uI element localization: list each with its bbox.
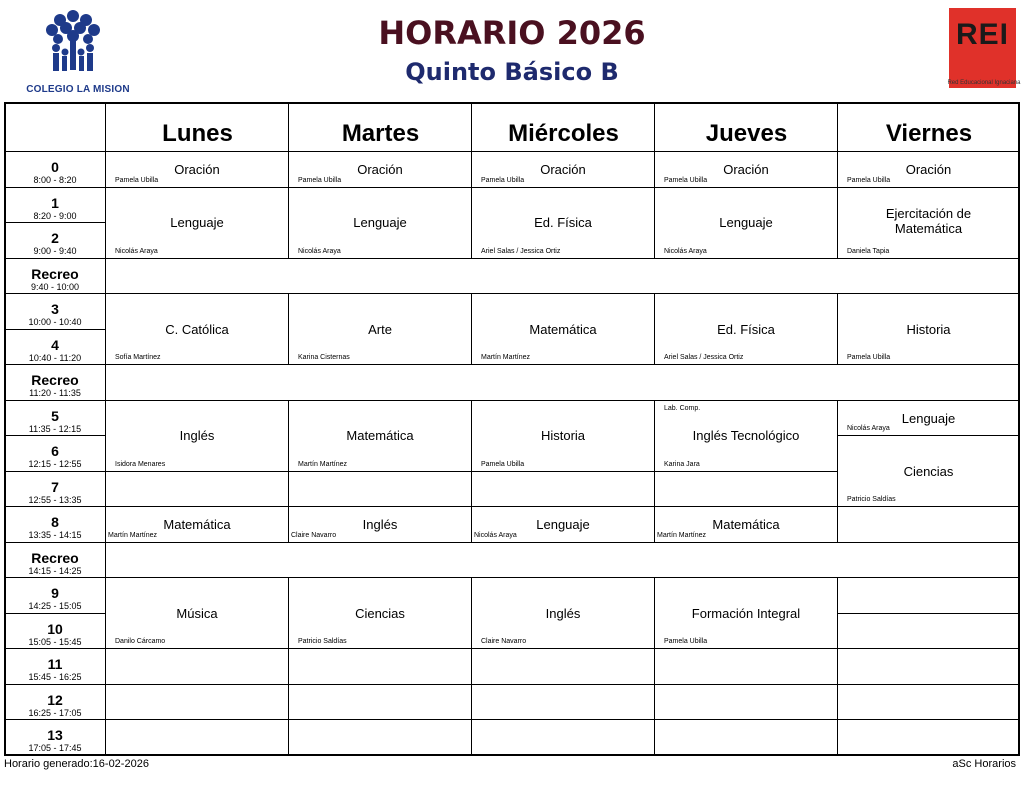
lesson-subject: Oración: [723, 162, 769, 177]
empty-slot-cell: [289, 685, 472, 721]
period-label-cell: [4, 543, 106, 579]
period-number: 13: [47, 727, 63, 743]
lesson-cell[interactable]: [838, 436, 1020, 507]
period-number: 3: [51, 301, 59, 317]
period-number: 1: [51, 194, 59, 211]
period-label-cell: [4, 223, 106, 259]
period-label-cell: [4, 259, 106, 295]
period-number: 11: [47, 656, 63, 672]
period-time: 10:40 - 11:20: [28, 352, 82, 363]
period-label-cell: [4, 401, 106, 437]
rei-logo-subtitle: Red Educacional Ignaciana: [947, 80, 1021, 86]
period-label: [4, 338, 106, 364]
lesson-teacher: Pamela Ubilla: [664, 638, 708, 645]
lesson-subject: Historia: [906, 321, 951, 337]
lesson-subject: Matemática: [712, 517, 780, 532]
period-number: 0: [51, 159, 59, 175]
lesson-teacher: Nicolás Araya: [664, 247, 707, 255]
generated-date: Horario generado:16-02-2026: [4, 758, 149, 770]
lesson-teacher: Pamela Ubilla: [115, 176, 159, 184]
empty-slot-cell: [289, 720, 472, 756]
empty-slot-cell: [655, 649, 838, 685]
period-time: 11:35 - 12:15: [28, 423, 82, 434]
header-corner-cell: [4, 102, 106, 152]
empty-slot-cell: [838, 649, 1020, 685]
lesson-cell[interactable]: [106, 152, 289, 188]
lesson-subject: Matemática: [163, 517, 231, 532]
period-time: 17:05 - 17:45: [28, 743, 82, 753]
empty-slot-cell: [106, 649, 289, 685]
period-label-cell: [4, 649, 106, 685]
empty-slot-cell: [472, 472, 655, 508]
period-label: [4, 657, 106, 683]
lesson-subject: C. Católica: [165, 321, 229, 337]
lesson-subject: Matemática: [346, 428, 414, 443]
empty-slot-cell: [838, 578, 1020, 614]
lesson-subject: Ed. Física: [534, 215, 592, 230]
lesson-teacher: Martín Martínez: [108, 531, 158, 539]
lesson-teacher: Pamela Ubilla: [847, 354, 891, 361]
lesson-cell[interactable]: [289, 578, 472, 649]
lesson-cell[interactable]: [472, 507, 655, 543]
period-number: 9: [51, 585, 59, 601]
rei-logo-text: REI: [955, 18, 1009, 51]
period-label: [4, 267, 106, 293]
period-label-cell: [4, 578, 106, 614]
lesson-subject: Inglés Tecnológico: [692, 428, 800, 443]
lesson-subject: Inglés: [362, 517, 398, 532]
period-time: 8:20 - 9:00: [33, 210, 77, 221]
period-number: Recreo: [31, 372, 79, 388]
lesson-teacher: Nicolás Araya: [474, 531, 517, 539]
lesson-subject: Inglés: [179, 428, 215, 443]
empty-slot-cell: [838, 614, 1020, 650]
lesson-cell[interactable]: [106, 507, 289, 543]
empty-slot-cell: [838, 685, 1020, 721]
period-label-cell: [4, 685, 106, 721]
lesson-subject: Oración: [905, 162, 952, 177]
lesson-cell[interactable]: [289, 152, 472, 188]
empty-slot-cell: [655, 472, 838, 508]
lesson-teacher: Martín Martínez: [298, 460, 348, 468]
period-label-cell: [4, 365, 106, 401]
lesson-subject: Lenguaje: [353, 215, 407, 230]
period-label: [4, 231, 106, 257]
empty-slot-cell: [472, 685, 655, 721]
period-label: [4, 196, 106, 222]
lesson-cell[interactable]: [838, 294, 1020, 365]
period-time: 11:20 - 11:35: [29, 388, 81, 398]
lesson-cell[interactable]: [655, 507, 838, 543]
lesson-subject: Ejercitación de Matemática: [885, 206, 972, 236]
lesson-teacher: Nicolás Araya: [298, 247, 341, 255]
period-label-cell: [4, 472, 106, 508]
period-number: 4: [51, 336, 59, 353]
period-label-cell: [4, 436, 106, 472]
period-label: [4, 444, 106, 470]
period-number: Recreo: [31, 549, 79, 566]
lesson-teacher: Martín Martínez: [657, 531, 707, 539]
lesson-cell[interactable]: [838, 188, 1020, 259]
lesson-subject: Música: [176, 605, 218, 621]
lesson-subject: Oración: [540, 162, 586, 177]
period-time: 16:25 - 17:05: [28, 707, 82, 718]
lesson-subject: Matemática: [529, 321, 597, 337]
period-label-cell: [4, 330, 106, 366]
lesson-cell[interactable]: [106, 188, 289, 259]
lesson-room: Lab. Comp.: [664, 404, 701, 412]
lesson-subject: Inglés: [545, 605, 581, 621]
lesson-teacher: Daniela Tapia: [847, 247, 890, 255]
period-number: 6: [51, 443, 59, 459]
period-number: 2: [51, 230, 59, 246]
lesson-teacher: Patricio Saldías: [298, 638, 347, 645]
lesson-cell[interactable]: [838, 152, 1020, 188]
break-row-cell: [106, 259, 1020, 295]
lesson-teacher: Martín Martínez: [481, 354, 531, 361]
period-label-cell: [4, 507, 106, 543]
lesson-subject: Ciencias: [355, 605, 405, 621]
lesson-cell[interactable]: [472, 294, 655, 365]
lesson-teacher: Pamela Ubilla: [298, 176, 342, 184]
period-number: Recreo: [31, 265, 79, 282]
day-header-4: Jueves: [705, 120, 788, 147]
lesson-subject: Ed. Física: [717, 321, 775, 337]
lesson-cell[interactable]: [838, 401, 1020, 437]
rei-logo: [949, 8, 1016, 88]
lesson-teacher: Claire Navarro: [481, 638, 527, 645]
lesson-cell[interactable]: [472, 578, 655, 649]
lesson-subject: Lenguaje: [719, 215, 773, 230]
lesson-teacher: Pamela Ubilla: [481, 460, 525, 468]
period-time: 13:35 - 14:15: [28, 530, 82, 540]
lesson-subject: Ciencias: [903, 463, 954, 479]
lesson-cell[interactable]: [655, 578, 838, 649]
lesson-cell[interactable]: [472, 401, 655, 472]
lesson-cell[interactable]: [655, 294, 838, 365]
period-label-cell: [4, 614, 106, 650]
lesson-teacher: Pamela Ubilla: [481, 176, 525, 184]
lesson-cell[interactable]: [655, 401, 838, 472]
page-title: HORARIO 2026: [378, 14, 646, 52]
period-time: 10:00 - 10:40: [28, 317, 82, 327]
lesson-teacher: Ariel Salas / Jessica Ortiz: [481, 247, 561, 255]
lesson-teacher: Karina Jara: [664, 460, 700, 468]
period-label: [4, 622, 106, 648]
period-number: 12: [47, 691, 63, 708]
lesson-cell[interactable]: [289, 188, 472, 259]
period-label: [4, 480, 106, 506]
lesson-cell[interactable]: [106, 401, 289, 472]
period-label: [4, 586, 106, 612]
empty-slot-cell: [106, 720, 289, 756]
day-header-1: Lunes: [162, 120, 233, 147]
lesson-subject: Arte: [368, 321, 392, 337]
empty-slot-cell: [838, 720, 1020, 756]
lesson-subject: Oración: [357, 162, 403, 177]
empty-slot-cell: [472, 720, 655, 756]
period-label: [4, 551, 106, 577]
software-credit: aSc Horarios: [952, 758, 1016, 770]
period-time: 14:15 - 14:25: [28, 565, 82, 576]
empty-slot-cell: [472, 649, 655, 685]
lesson-cell[interactable]: [106, 578, 289, 649]
lesson-teacher: Patricio Saldías: [847, 496, 896, 503]
period-time: 9:00 - 9:40: [33, 246, 77, 256]
day-header-5: Viernes: [885, 120, 973, 147]
lesson-subject: Lenguaje: [901, 410, 956, 426]
lesson-teacher: Claire Navarro: [291, 531, 337, 539]
lesson-teacher: Ariel Salas / Jessica Ortiz: [664, 354, 744, 361]
period-time: 12:55 - 13:35: [28, 494, 82, 505]
school-name: COLEGIO LA MISION: [26, 84, 130, 95]
period-number: 5: [51, 407, 59, 424]
empty-slot-cell: [655, 685, 838, 721]
lesson-teacher: Sofía Martínez: [115, 354, 161, 361]
lesson-cell[interactable]: [289, 294, 472, 365]
empty-slot-cell: [106, 685, 289, 721]
lesson-cell[interactable]: [472, 188, 655, 259]
period-label-cell: [4, 188, 106, 224]
period-label: [4, 302, 106, 328]
period-label: [4, 409, 106, 435]
lesson-teacher: Karina Cisternas: [298, 354, 350, 361]
day-header-2: Martes: [341, 120, 420, 147]
period-label: [4, 160, 106, 186]
period-number: 8: [51, 514, 59, 530]
lesson-subject: Lenguaje: [536, 517, 590, 532]
lesson-cell[interactable]: [655, 188, 838, 259]
period-time: 14:25 - 15:05: [28, 601, 82, 611]
period-label-cell: [4, 720, 106, 756]
period-time: 15:05 - 15:45: [28, 636, 82, 647]
period-number: 7: [51, 478, 59, 495]
lesson-teacher: Danilo Cárcamo: [115, 638, 166, 645]
lesson-cell[interactable]: [289, 507, 472, 543]
period-number: 10: [47, 620, 63, 637]
timetable-grid: [4, 102, 1020, 756]
lesson-subject: Lenguaje: [170, 215, 224, 230]
period-label-cell: [4, 152, 106, 188]
lesson-teacher: Isidora Menares: [115, 460, 166, 468]
period-time: 12:15 - 12:55: [28, 459, 82, 469]
break-row-cell: [106, 543, 1020, 579]
page-subtitle: Quinto Básico B: [405, 58, 619, 86]
lesson-cell[interactable]: [655, 152, 838, 188]
empty-slot-cell: [106, 472, 289, 508]
lesson-teacher: Pamela Ubilla: [664, 176, 708, 184]
period-label: [4, 728, 106, 754]
period-label: [4, 693, 106, 719]
empty-slot-cell: [655, 720, 838, 756]
empty-slot-cell: [289, 472, 472, 508]
empty-slot-cell: [289, 649, 472, 685]
period-label: [4, 373, 106, 399]
lesson-subject: Historia: [540, 428, 586, 443]
lesson-cell[interactable]: [106, 294, 289, 365]
lesson-teacher: Pamela Ubilla: [847, 176, 891, 184]
lesson-teacher: Nicolás Araya: [115, 247, 158, 255]
period-time: 8:00 - 8:20: [33, 175, 77, 185]
lesson-subject: Oración: [174, 162, 220, 177]
lesson-cell[interactable]: [289, 401, 472, 472]
lesson-subject: Formación Integral: [691, 605, 801, 621]
lesson-cell[interactable]: [472, 152, 655, 188]
period-time: 15:45 - 16:25: [28, 672, 82, 682]
empty-slot-cell: [838, 507, 1020, 543]
lesson-teacher: Nicolás Araya: [847, 425, 890, 432]
day-header-3: Miércoles: [508, 120, 619, 147]
break-row-cell: [106, 365, 1020, 401]
period-label: [4, 515, 106, 541]
period-time: 9:40 - 10:00: [30, 281, 80, 292]
period-label-cell: [4, 294, 106, 330]
